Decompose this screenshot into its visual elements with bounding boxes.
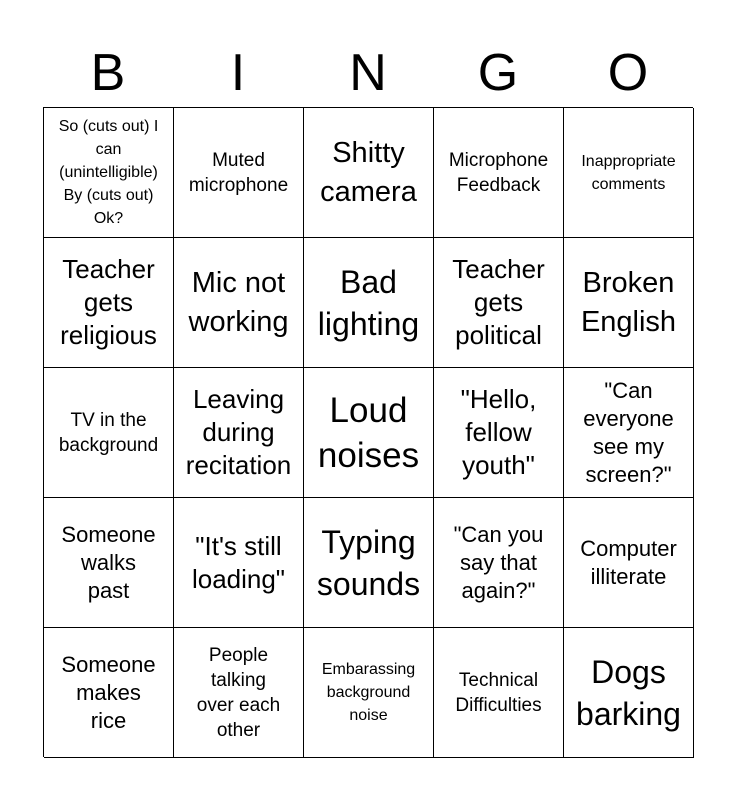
cell-text: Technical Difficulties bbox=[455, 669, 542, 716]
bingo-cell[interactable] bbox=[174, 108, 304, 238]
bingo-header bbox=[43, 38, 693, 108]
cell-text: "Hello, fellow youth" bbox=[460, 384, 537, 480]
cell-text: Microphone Feedback bbox=[448, 149, 549, 196]
cell-text: Dogs barking bbox=[576, 653, 681, 732]
bingo-cell[interactable] bbox=[434, 498, 564, 628]
bingo-cell[interactable] bbox=[174, 238, 304, 368]
cell-text: Shitty camera bbox=[320, 136, 417, 208]
header-letter-b: B bbox=[90, 44, 126, 102]
bingo-cell[interactable] bbox=[434, 238, 564, 368]
bingo-cell[interactable] bbox=[174, 628, 304, 758]
cell-text: Teacher gets political bbox=[452, 254, 545, 350]
cell-text: Leaving during recitation bbox=[185, 384, 292, 480]
bingo-cell[interactable] bbox=[304, 238, 434, 368]
bingo-cell[interactable] bbox=[304, 368, 434, 498]
cell-text: Loud noises bbox=[317, 390, 420, 475]
cell-text: "It's still loading" bbox=[191, 530, 286, 594]
bingo-cell[interactable] bbox=[174, 368, 304, 498]
bingo-cell[interactable] bbox=[434, 628, 564, 758]
header-letter-g: G bbox=[477, 44, 519, 102]
bingo-cell[interactable] bbox=[44, 498, 174, 628]
cell-text: So (cuts out) I can (unintelligible) By (cuts out) Ok? bbox=[58, 118, 159, 227]
header-letter-i: I bbox=[230, 44, 246, 102]
bingo-cell[interactable] bbox=[564, 238, 694, 368]
cell-text: TV in the background bbox=[58, 409, 159, 456]
cell-text: Muted microphone bbox=[188, 149, 289, 196]
cell-text: People talking over each other bbox=[196, 644, 281, 741]
cell-text: Inappropriate comments bbox=[581, 152, 676, 193]
cell-text: Teacher gets religious bbox=[60, 254, 157, 350]
header-letter-n: N bbox=[349, 44, 387, 102]
bingo-cell[interactable] bbox=[174, 498, 304, 628]
cell-text: Broken English bbox=[580, 266, 677, 338]
cell-text: "Can you say that again?" bbox=[453, 521, 544, 603]
bingo-cell[interactable] bbox=[434, 108, 564, 238]
bingo-cell[interactable] bbox=[564, 108, 694, 238]
bingo-cell[interactable] bbox=[564, 368, 694, 498]
bingo-cell[interactable] bbox=[434, 368, 564, 498]
bingo-cell[interactable] bbox=[44, 108, 174, 238]
bingo-cell[interactable] bbox=[564, 498, 694, 628]
bingo-board bbox=[43, 107, 693, 757]
bingo-cell[interactable] bbox=[304, 498, 434, 628]
bingo-cell[interactable] bbox=[564, 628, 694, 758]
cell-text: Typing sounds bbox=[316, 523, 421, 602]
cell-text: "Can everyone see my screen?" bbox=[583, 377, 674, 487]
header-letter-o: O bbox=[607, 44, 649, 102]
bingo-cell[interactable] bbox=[44, 368, 174, 498]
cell-text: Someone makes rice bbox=[61, 651, 156, 733]
cell-text: Embarassing background noise bbox=[321, 661, 416, 724]
bingo-cell[interactable] bbox=[44, 628, 174, 758]
bingo-cell[interactable] bbox=[304, 628, 434, 758]
cell-text: Computer illiterate bbox=[580, 535, 677, 589]
bingo-cell[interactable] bbox=[44, 238, 174, 368]
cell-text: Bad lighting bbox=[317, 263, 420, 342]
cell-text: Someone walks past bbox=[61, 521, 156, 603]
bingo-cell[interactable] bbox=[304, 108, 434, 238]
cell-text: Mic not working bbox=[188, 266, 289, 338]
